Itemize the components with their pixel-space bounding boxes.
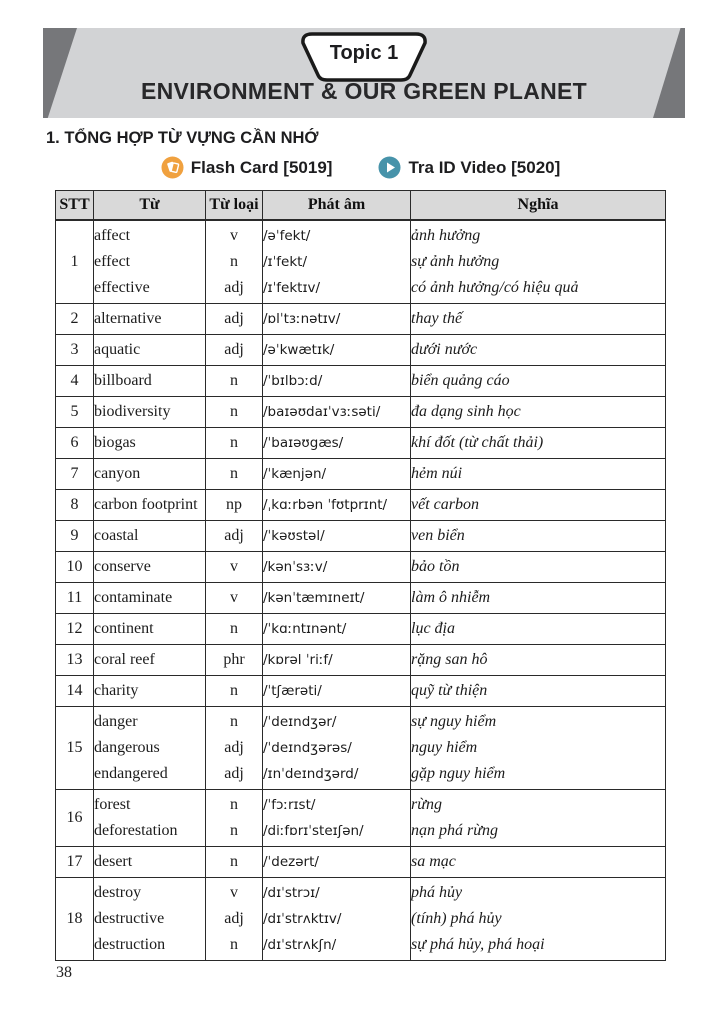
word-cell (94, 675, 206, 706)
meaning-line: nguy hiểm (411, 738, 478, 756)
table-row (56, 846, 666, 877)
table-row (56, 427, 666, 458)
stt-cell (56, 675, 94, 706)
pos-cell (206, 489, 263, 520)
stt-cell (56, 644, 94, 675)
ipa-cell (263, 877, 411, 960)
ipa-line: /dɪˈstrʌktɪv/ (263, 910, 342, 927)
meaning-cell (411, 613, 666, 644)
meaning-line: biển quảng cáo (411, 371, 510, 389)
meaning-line: rặng san hô (411, 650, 488, 668)
meaning-cell (411, 520, 666, 551)
column-header-ipa: Phát âm (263, 191, 411, 220)
stt-value: 17 (66, 852, 83, 870)
meaning-line: quỹ từ thiện (411, 681, 488, 699)
stt-value: 8 (70, 495, 79, 513)
ipa-line: /ˈfɔːrɪst/ (263, 796, 316, 813)
meaning-cell (411, 427, 666, 458)
pos-line: v (230, 588, 238, 606)
pos-line: n (230, 252, 238, 270)
word-line: effective (94, 278, 150, 296)
table-row (56, 458, 666, 489)
pos-line: n (230, 619, 238, 637)
pos-cell (206, 220, 263, 304)
meaning-cell (411, 489, 666, 520)
pos-line: v (230, 883, 238, 901)
ipa-line: /kənˈsɜːv/ (263, 558, 328, 575)
word-line: endangered (94, 764, 168, 782)
ipa-cell (263, 644, 411, 675)
stt-value: 13 (66, 650, 83, 668)
section-heading: 1. TỔNG HỢP TỪ VỰNG CẦN NHỚ (46, 129, 319, 147)
meaning-line: nạn phá rừng (411, 821, 498, 839)
meaning-line: sa mạc (411, 852, 456, 870)
pos-line: n (230, 402, 238, 420)
pos-line: n (230, 935, 238, 953)
table-row (56, 334, 666, 365)
ipa-cell (263, 303, 411, 334)
pos-line: adj (224, 526, 244, 544)
stt-value: 2 (70, 309, 79, 327)
meaning-cell (411, 220, 666, 304)
stt-cell (56, 789, 94, 846)
word-cell (94, 334, 206, 365)
pos-line: n (230, 464, 238, 482)
ipa-line: /ˈdeɪndʒər/ (263, 713, 337, 730)
ipa-line: /baɪəʊdaɪˈvɜːsəti/ (263, 403, 381, 420)
word-line: destructive (94, 909, 165, 927)
word-line: destroy (94, 883, 142, 901)
stt-value: 18 (66, 909, 83, 927)
meaning-cell (411, 303, 666, 334)
word-line: charity (94, 681, 139, 699)
table-header-row (56, 191, 666, 220)
stt-value: 6 (70, 433, 79, 451)
word-cell (94, 427, 206, 458)
meaning-line: đa dạng sinh học (411, 402, 521, 420)
stt-value: 4 (70, 371, 79, 389)
ipa-line: /ˈtʃærəti/ (263, 682, 322, 699)
ipa-cell (263, 334, 411, 365)
video-link[interactable] (378, 156, 560, 179)
pos-line: n (230, 852, 238, 870)
stt-cell (56, 427, 94, 458)
word-cell (94, 877, 206, 960)
meaning-cell (411, 675, 666, 706)
word-cell (94, 365, 206, 396)
meaning-line: ảnh hưởng (411, 226, 481, 244)
word-cell (94, 789, 206, 846)
ipa-line: /ˈbaɪəʊgæs/ (263, 434, 344, 451)
pos-cell (206, 877, 263, 960)
ipa-cell (263, 427, 411, 458)
word-cell (94, 706, 206, 789)
word-line: contaminate (94, 588, 173, 606)
pos-line: adj (224, 738, 244, 756)
table-row (56, 303, 666, 334)
meaning-line: bảo tồn (411, 557, 460, 575)
meaning-line: phá hủy (411, 883, 463, 901)
pos-line: v (230, 557, 238, 575)
word-line: dangerous (94, 738, 160, 756)
ipa-cell (263, 789, 411, 846)
table-row (56, 365, 666, 396)
stt-value: 10 (66, 557, 83, 575)
play-icon (378, 156, 401, 179)
pos-line: n (230, 821, 238, 839)
stt-value: 15 (66, 738, 83, 756)
word-line: canyon (94, 464, 141, 482)
stt-value: 1 (70, 252, 79, 270)
ipa-cell (263, 613, 411, 644)
meaning-cell (411, 706, 666, 789)
table-row (56, 396, 666, 427)
vocabulary-table (55, 190, 666, 961)
ipa-cell (263, 365, 411, 396)
table-row (56, 675, 666, 706)
stt-value: 9 (70, 526, 79, 544)
pos-cell (206, 303, 263, 334)
table-row (56, 551, 666, 582)
stt-value: 12 (66, 619, 83, 637)
stt-cell (56, 706, 94, 789)
table-row (56, 706, 666, 789)
word-cell (94, 520, 206, 551)
ipa-line: /ˈbɪlbɔːd/ (263, 372, 323, 389)
page-number: 38 (56, 964, 72, 981)
meaning-cell (411, 396, 666, 427)
table-row (56, 489, 666, 520)
banner-title: ENVIRONMENT & OUR GREEN PLANET (140, 78, 588, 104)
stt-cell (56, 551, 94, 582)
ipa-line: /dɪˈstrʌkʃn/ (263, 936, 337, 953)
meaning-cell (411, 365, 666, 396)
word-line: coral reef (94, 650, 155, 668)
stt-cell (56, 334, 94, 365)
ipa-line: /ɒlˈtɜːnətɪv/ (263, 310, 341, 327)
word-cell (94, 458, 206, 489)
ipa-cell (263, 458, 411, 489)
ipa-cell (263, 520, 411, 551)
meaning-cell (411, 458, 666, 489)
stt-cell (56, 877, 94, 960)
meaning-line: rừng (411, 795, 442, 813)
meaning-cell (411, 877, 666, 960)
pos-line: v (230, 226, 238, 244)
meaning-cell (411, 334, 666, 365)
column-header-meaning: Nghĩa (411, 191, 666, 220)
stt-cell (56, 520, 94, 551)
word-line: deforestation (94, 821, 178, 839)
column-header-stt: STT (56, 191, 94, 220)
word-cell (94, 489, 206, 520)
meaning-cell (411, 582, 666, 613)
stt-cell (56, 846, 94, 877)
ipa-line: /dɪˈstrɔɪ/ (263, 884, 320, 901)
stt-value: 3 (70, 340, 79, 358)
word-line: alternative (94, 309, 162, 327)
table-row (56, 520, 666, 551)
stt-cell (56, 365, 94, 396)
column-header-word: Từ (94, 191, 206, 220)
word-line: desert (94, 852, 133, 870)
meaning-line: lục địa (411, 619, 455, 637)
pos-cell (206, 613, 263, 644)
stt-cell (56, 220, 94, 304)
flashcard-icon (161, 156, 184, 179)
word-cell (94, 220, 206, 304)
stt-value: 16 (66, 808, 83, 826)
ipa-line: /əˈfekt/ (263, 227, 311, 244)
pos-cell (206, 427, 263, 458)
word-cell (94, 644, 206, 675)
pos-cell (206, 396, 263, 427)
meaning-line: thay thế (411, 309, 463, 327)
pos-line: adj (224, 309, 244, 327)
meaning-line: sự ảnh hưởng (411, 252, 500, 270)
pos-line: adj (224, 340, 244, 358)
ipa-line: /ˈdezərt/ (263, 853, 319, 870)
flash-card-link[interactable] (161, 156, 333, 179)
pos-line: n (230, 433, 238, 451)
stt-cell (56, 489, 94, 520)
pos-line: adj (224, 764, 244, 782)
pos-line: n (230, 371, 238, 389)
pos-cell (206, 675, 263, 706)
pos-cell (206, 551, 263, 582)
word-line: biodiversity (94, 402, 171, 420)
ipa-cell (263, 396, 411, 427)
table-row (56, 613, 666, 644)
ipa-line: /ˌkɑːrbən ˈfʊtprɪnt/ (263, 496, 388, 513)
pos-cell (206, 582, 263, 613)
stt-cell (56, 613, 94, 644)
meaning-line: (tính) phá hủy (411, 909, 502, 927)
pos-line: n (230, 681, 238, 699)
word-cell (94, 396, 206, 427)
ipa-cell (263, 220, 411, 304)
ipa-cell (263, 551, 411, 582)
word-line: effect (94, 252, 131, 270)
stt-value: 14 (66, 681, 83, 699)
column-header-pos: Từ loại (206, 191, 263, 220)
meaning-line: sự phá hủy, phá hoại (411, 935, 545, 953)
table-row (56, 877, 666, 960)
ipa-line: /diːfɒrɪˈsteɪʃən/ (263, 822, 364, 839)
topic-label: Topic 1 (329, 42, 399, 64)
meaning-cell (411, 789, 666, 846)
topic-banner (43, 28, 685, 118)
ipa-line: /ˈkænjən/ (263, 465, 327, 482)
stt-value: 5 (70, 402, 79, 420)
ipa-line: /ˈkəʊstəl/ (263, 527, 325, 544)
pos-cell (206, 644, 263, 675)
meaning-line: khí đốt (từ chất thải) (411, 433, 544, 451)
meaning-cell (411, 846, 666, 877)
ipa-line: /ˈdeɪndʒərəs/ (263, 739, 352, 756)
stt-cell (56, 303, 94, 334)
table-row (56, 220, 666, 304)
word-line: billboard (94, 371, 152, 389)
ipa-line: /ˈkɑːntɪnənt/ (263, 620, 347, 637)
meaning-line: sự nguy hiểm (411, 712, 497, 730)
pos-line: adj (224, 909, 244, 927)
pos-cell (206, 520, 263, 551)
table-row (56, 582, 666, 613)
ipa-line: /ɪˈfekt/ (263, 253, 307, 270)
word-line: continent (94, 619, 154, 637)
word-cell (94, 613, 206, 644)
pos-cell (206, 706, 263, 789)
ipa-cell (263, 489, 411, 520)
pos-line: n (230, 795, 238, 813)
flash-card-label: Flash Card [5019] (190, 157, 333, 177)
pos-line: phr (223, 650, 245, 668)
ipa-line: /ɪnˈdeɪndʒərd/ (263, 765, 359, 782)
meaning-line: dưới nước (411, 340, 478, 358)
word-line: danger (94, 712, 138, 730)
vocabulary-table-container (55, 190, 666, 961)
pos-cell (206, 789, 263, 846)
word-cell (94, 303, 206, 334)
ipa-line: /ɪˈfektɪv/ (263, 279, 320, 296)
ipa-line: /əˈkwætɪk/ (263, 341, 335, 358)
word-line: carbon footprint (94, 495, 198, 513)
resources-row (0, 156, 721, 179)
pos-line: n (230, 712, 238, 730)
word-line: conserve (94, 557, 151, 575)
word-line: coastal (94, 526, 139, 544)
ipa-cell (263, 582, 411, 613)
meaning-line: có ảnh hưởng/có hiệu quả (411, 278, 579, 296)
word-line: destruction (94, 935, 166, 953)
meaning-line: gặp nguy hiểm (411, 764, 506, 782)
meaning-line: ven biển (411, 526, 465, 544)
pos-line: adj (224, 278, 244, 296)
video-label: Tra ID Video [5020] (408, 157, 561, 177)
table-row (56, 789, 666, 846)
topic-tab (297, 31, 431, 83)
word-line: biogas (94, 433, 136, 451)
meaning-cell (411, 551, 666, 582)
ipa-cell (263, 846, 411, 877)
pos-cell (206, 458, 263, 489)
meaning-line: vết carbon (411, 495, 479, 513)
stt-value: 11 (66, 588, 83, 606)
pos-cell (206, 334, 263, 365)
meaning-line: hẻm núi (411, 464, 463, 482)
pos-line: np (226, 495, 242, 513)
pos-cell (206, 365, 263, 396)
pos-cell (206, 846, 263, 877)
ipa-cell (263, 675, 411, 706)
word-line: forest (94, 795, 131, 813)
meaning-line: làm ô nhiễm (411, 588, 491, 606)
ipa-line: /kənˈtæmɪneɪt/ (263, 589, 365, 606)
table-row (56, 644, 666, 675)
ipa-line: /kɒrəl ˈriːf/ (263, 651, 333, 668)
meaning-cell (411, 644, 666, 675)
word-line: aquatic (94, 340, 141, 358)
ipa-cell (263, 706, 411, 789)
word-line: affect (94, 226, 131, 244)
stt-cell (56, 458, 94, 489)
word-cell (94, 582, 206, 613)
stt-cell (56, 582, 94, 613)
stt-value: 7 (70, 464, 79, 482)
word-cell (94, 551, 206, 582)
stt-cell (56, 396, 94, 427)
word-cell (94, 846, 206, 877)
